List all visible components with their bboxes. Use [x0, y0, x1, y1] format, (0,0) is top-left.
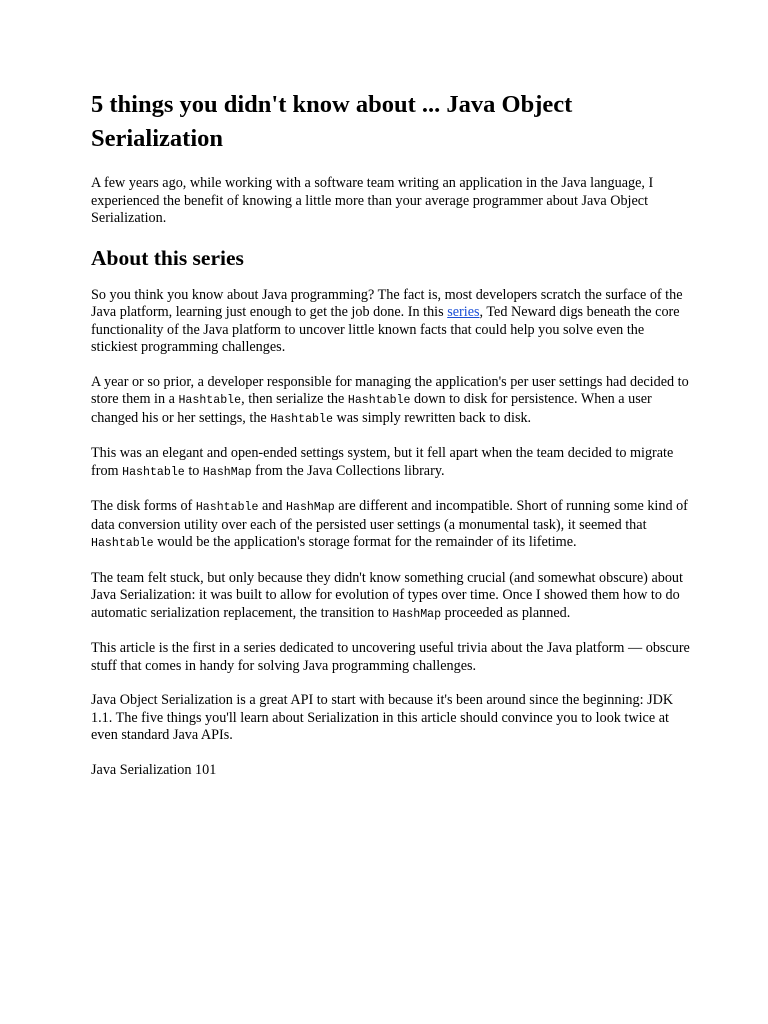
migrate-text-2: to	[184, 462, 203, 479]
series-text-after: , Ted Neward digs beneath the core functionality of the Java platform to uncover little known facts that could help you solve even the stickiest programming challenges.	[91, 304, 680, 355]
settings-text-4: was simply rewritten back to disk.	[332, 409, 532, 426]
disk-code-2: HashMap	[286, 501, 335, 514]
stuck-text-2: proceeded as planned.	[441, 604, 571, 621]
stuck-code-1: HashMap	[392, 607, 442, 621]
intro-paragraph: A few years ago, while working with a software team writing an application in the Java language, I experienced the benefit of knowing a little more than your average programmer about Java Object Serialization.	[91, 175, 654, 226]
settings-code-2: Hashtable	[347, 394, 411, 407]
settings-paragraph	[91, 374, 691, 429]
article-title: 5 things you didn't know about ... Java Object Serialization	[91, 91, 573, 152]
migrate-text-3: from the Java Collections library.	[251, 462, 445, 479]
disk-text-3: are different and incompatible. Short of running some kind of data conversion utility over each of the persisted user settings (a monumental task), it seemed that	[91, 498, 688, 533]
stuck-text-1: The team felt stuck, but only because they didn't know something crucial (and somewhat obscure) about Java Serialization: it was built to allow for evolution of types over time. Once I showed them how to do automatic serialization replacement, the transition to	[91, 569, 683, 621]
settings-code-3: Hashtable	[270, 412, 333, 426]
disk-text-4: would be the application's storage format for the remainder of its lifetime.	[153, 534, 577, 550]
disk-code-1: Hashtable	[195, 501, 259, 514]
migrate-code-1: Hashtable	[122, 465, 185, 479]
settings-text-2: , then serialize the	[241, 391, 348, 407]
disk-code-3: Hashtable	[91, 537, 154, 550]
settings-text-3: down to disk for persistence. When a user changed his or her settings, the	[91, 391, 652, 426]
migrate-text-1: This was an elegant and open-ended settings system, but it fell apart when the team decided to migrate from	[91, 445, 674, 479]
migrate-code-2: HashMap	[202, 465, 252, 479]
series-link[interactable]: series	[447, 304, 480, 320]
api-paragraph: Java Object Serialization is a great API to start with because it's been around since the beginning: JDK 1.1. The five things you'll learn about Serialization in this article should convince you to look twice at even standard Java APIs.	[91, 692, 674, 743]
next-section-label: Java Serialization 101	[91, 761, 217, 778]
series-text-before: So you think you know about Java programming? The fact is, most developers scratch the surface of the Java platform, learning just enough to get the job done. In this	[91, 286, 683, 320]
settings-code-1: Hashtable	[178, 394, 242, 407]
disk-text-1: The disk forms of	[91, 498, 196, 514]
disk-forms-paragraph	[91, 498, 691, 553]
team-stuck-paragraph	[91, 570, 691, 624]
series-paragraph	[91, 287, 691, 357]
article	[91, 88, 691, 796]
series-heading: About this series	[91, 245, 244, 270]
migrate-paragraph	[91, 445, 691, 481]
disk-text-2: and	[258, 498, 287, 514]
settings-text-1: A year or so prior, a developer responsible for managing the application's per user settings had decided to store them in a	[91, 373, 689, 407]
first-article-paragraph: This article is the first in a series dedicated to uncovering useful trivia about the Java platform — obscure stuff that comes in handy for solving Java programming challenges.	[91, 640, 690, 674]
